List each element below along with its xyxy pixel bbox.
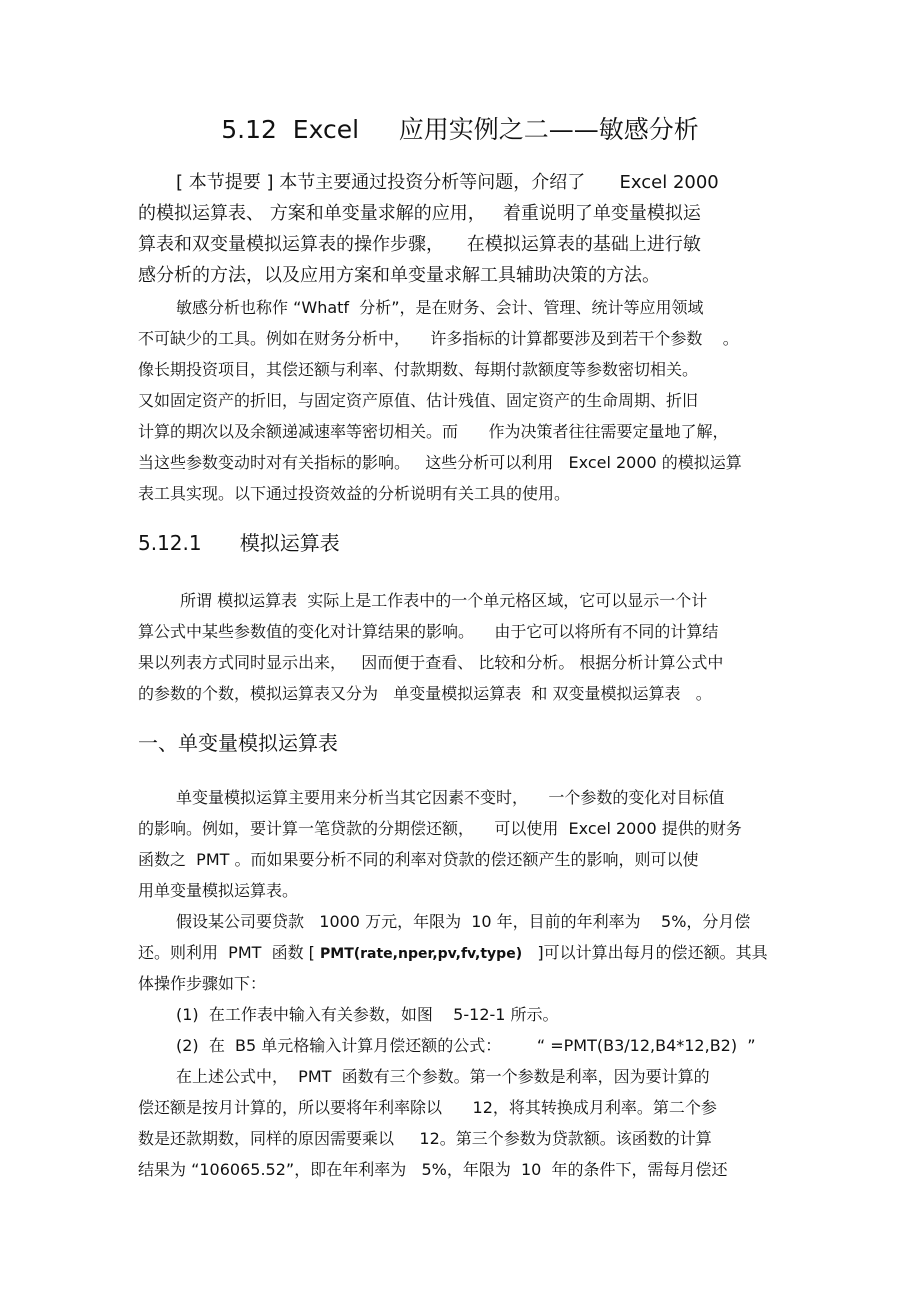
section-para-line: 所谓 模拟运算表 实际上是工作表中的一个单元格区域，它可以显示一个计 [180, 591, 708, 610]
section-para-line: 的参数的个数，模拟运算表又分为 单变量模拟运算表 和 双变量模拟运算表 。 [138, 684, 712, 703]
para-line: 的影响。例如，要计算一笔贷款的分期偿还额， 可以使用 Excel 2000 提供的财务 [138, 819, 742, 838]
para-line: 单变量模拟运算主要用来分析当其它因素不变时， 一个参数的变化对目标值 [176, 788, 725, 807]
section-heading: 5.12.1 模拟运算表 [138, 531, 340, 555]
para-line: 在上述公式中， PMT 函数有三个参数。第一个参数是利率，因为要计算的 [176, 1067, 710, 1086]
section-para-line: 算公式中某些参数值的变化对计算结果的影响。 由于它可以将所有不同的计算结 [138, 622, 719, 641]
intro-line: 又如固定资产的折旧，与固定资产原值、估计残值、固定资产的生命周期、折旧 [138, 391, 699, 410]
summary-line: 的模拟运算表、 方案和单变量求解的应用， 着重说明了单变量模拟运 [138, 203, 701, 224]
subheading: 一、单变量模拟运算表 [138, 731, 338, 755]
page-title: 5.12 Excel 应用实例之二——敏感分析 [221, 115, 699, 144]
para-line: 偿还额是按月计算的，所以要将年利率除以 12，将其转换成月利率。第二个参 [138, 1098, 717, 1117]
para-line [138, 941, 768, 966]
function-signature: PMT(rate,nper,pv,fv,type) [320, 946, 523, 962]
para-line: 体操作步骤如下： [138, 974, 267, 993]
para-line: 假设某公司要贷款 1000 万元，年限为 10 年，目前的年利率为 5%，分月偿 [176, 912, 751, 931]
intro-line: 当这些参数变动时对有关指标的影响。 这些分析可以利用 Excel 2000 的模拟运算 [138, 453, 742, 472]
para-line: 函数之 PMT 。而如果要分析不同的利率对贷款的偿还额产生的影响，则可以使 [138, 850, 699, 869]
section-para-line: 果以列表方式同时显示出来， 因而便于查看、 比较和分析。 根据分析计算公式中 [138, 653, 724, 672]
intro-line: 计算的期次以及余额递减速率等密切相关。而 作为决策者往往需要定量地了解， [138, 422, 729, 441]
para-text: ]可以计算出每月的偿还额。其具 [522, 943, 768, 962]
intro-line: 表工具实现。以下通过投资效益的分析说明有关工具的使用。 [138, 484, 571, 503]
intro-line: 像长期投资项目，其偿还额与利率、付款期数、每期付款额度等参数密切相关。 [138, 360, 699, 379]
intro-line: 敏感分析也称作 “Whatf 分析”，是在财务、会计、管理、统计等应用领域 [176, 298, 704, 317]
para-line: 结果为 “106065.52”，即在年利率为 5%，年限为 10 年的条件下，需每月偿还 [138, 1160, 728, 1179]
summary-line: [ 本节提要 ] 本节主要通过投资分析等问题，介绍了 Excel 2000 [176, 172, 719, 193]
para-line: 用单变量模拟运算表。 [138, 881, 299, 900]
intro-line: 不可缺少的工具。例如在财务分析中， 许多指标的计算都要涉及到若干个参数 。 [138, 329, 739, 348]
summary-line: 感分析的方法，以及应用方案和单变量求解工具辅助决策的方法。 [138, 265, 660, 286]
para-line: 数是还款期数，同样的原因需要乘以 12。第三个参数为贷款额。该函数的计算 [138, 1129, 712, 1148]
step-item: (2) 在 B5 单元格输入计算月偿还额的公式： “ =PMT(B3/12,B4*12,B2) ” [176, 1036, 756, 1055]
step-item: (1) 在工作表中输入有关参数，如图 5-12-1 所示。 [176, 1005, 559, 1024]
para-text: 还。则利用 PMT 函数 [ [138, 943, 320, 962]
summary-line: 算表和双变量模拟运算表的操作步骤， 在模拟运算表的基础上进行敏 [138, 234, 701, 255]
